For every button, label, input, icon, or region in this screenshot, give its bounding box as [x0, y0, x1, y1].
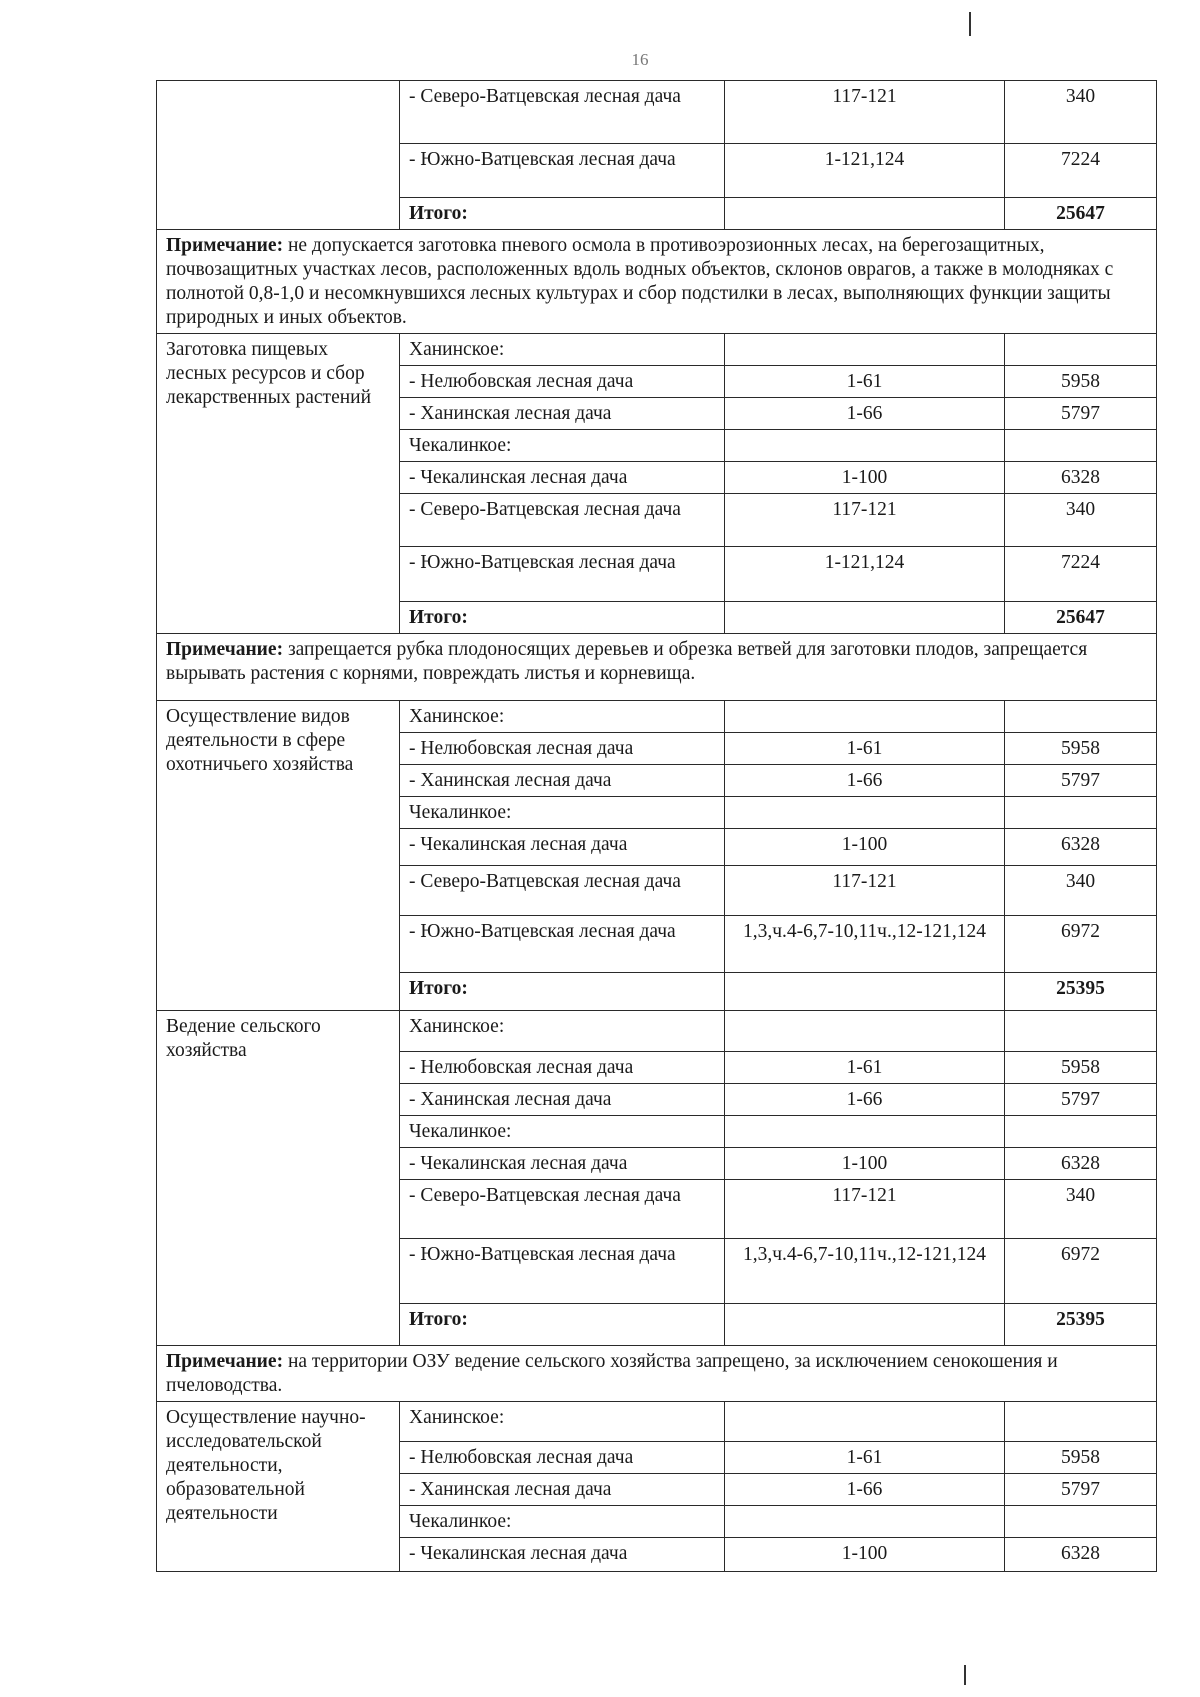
note-text: не допускается заготовка пневого осмола в противоэрозионных лесах, на берегозащитных, почвозащитных участках лесов, расположенных вдоль водных объектов, склонов оврагов, а также в молодняках с полнотой 0,8-1,0 и несомкнувшихся лесных культурах и сбор подстилки в лесах, выполняющих функции защиты природных и иных объектов.	[166, 235, 1114, 328]
forest-dacha-cell: Чекалинкое:	[400, 430, 725, 462]
forest-dacha-cell: Итого:	[400, 198, 725, 230]
quarters-cell: 1-100	[725, 829, 1005, 866]
quarters-cell: 1-66	[725, 1474, 1005, 1506]
note-label: Примечание:	[166, 639, 284, 660]
forest-dacha-cell: - Южно-Ватцевская лесная дача	[400, 1239, 725, 1304]
quarters-cell	[725, 797, 1005, 829]
area-cell	[1005, 701, 1157, 733]
note-label: Примечание:	[166, 235, 284, 256]
quarters-cell	[725, 1304, 1005, 1346]
area-cell	[1005, 1402, 1157, 1442]
quarters-cell: 1-66	[725, 1084, 1005, 1116]
note-cell	[157, 1346, 1157, 1402]
quarters-cell	[725, 1011, 1005, 1052]
activity-cell: Осуществление видов деятельности в сфере охотничьего хозяйства	[157, 701, 400, 1011]
note-cell	[157, 634, 1157, 701]
area-cell: 6328	[1005, 829, 1157, 866]
forest-dacha-cell: - Ханинская лесная дача	[400, 398, 725, 430]
table-row	[157, 1011, 1157, 1052]
area-cell: 340	[1005, 866, 1157, 916]
forest-dacha-cell: - Южно-Ватцевская лесная дача	[400, 916, 725, 973]
area-cell: 5797	[1005, 765, 1157, 797]
note-cell	[157, 230, 1157, 334]
area-cell	[1005, 334, 1157, 366]
quarters-cell	[725, 430, 1005, 462]
forest-dacha-cell: Ханинское:	[400, 701, 725, 733]
table-row	[157, 1402, 1157, 1442]
page-number: 16	[631, 50, 649, 69]
forest-dacha-cell: - Чекалинская лесная дача	[400, 462, 725, 494]
quarters-cell: 1-66	[725, 398, 1005, 430]
forest-dacha-cell: - Северо-Ватцевская лесная дача	[400, 1180, 725, 1239]
quarters-cell: 1-121,124	[725, 144, 1005, 198]
quarters-cell: 117-121	[725, 81, 1005, 144]
area-cell: 340	[1005, 81, 1157, 144]
area-cell: 5958	[1005, 1442, 1157, 1474]
forest-dacha-cell: Чекалинкое:	[400, 1116, 725, 1148]
forest-dacha-cell: Чекалинкое:	[400, 1506, 725, 1538]
forest-dacha-cell: - Южно-Ватцевская лесная дача	[400, 144, 725, 198]
table-row	[157, 81, 1157, 144]
forest-dacha-cell: Чекалинкое:	[400, 797, 725, 829]
note-row	[157, 634, 1157, 701]
area-cell: 7224	[1005, 144, 1157, 198]
forest-dacha-cell: - Южно-Ватцевская лесная дача	[400, 547, 725, 602]
note-label: Примечание:	[166, 1351, 284, 1372]
quarters-cell	[725, 198, 1005, 230]
forest-dacha-cell: - Чекалинская лесная дача	[400, 1148, 725, 1180]
note-row	[157, 230, 1157, 334]
scan-mark-top	[969, 12, 971, 36]
quarters-cell: 1-61	[725, 733, 1005, 765]
area-cell: 340	[1005, 1180, 1157, 1239]
forest-dacha-cell: - Ханинская лесная дача	[400, 1474, 725, 1506]
quarters-cell: 1-100	[725, 1148, 1005, 1180]
quarters-cell: 117-121	[725, 866, 1005, 916]
activity-cell: Заготовка пищевых лесных ресурсов и сбор лекарственных растений	[157, 334, 400, 634]
forest-dacha-cell: - Нелюбовская лесная дача	[400, 366, 725, 398]
area-cell: 340	[1005, 494, 1157, 547]
quarters-cell: 1-61	[725, 1052, 1005, 1084]
quarters-cell: 1-61	[725, 366, 1005, 398]
area-cell: 25395	[1005, 973, 1157, 1011]
quarters-cell	[725, 1402, 1005, 1442]
quarters-cell	[725, 1116, 1005, 1148]
area-cell	[1005, 1116, 1157, 1148]
area-cell: 7224	[1005, 547, 1157, 602]
forest-dacha-cell: - Северо-Ватцевская лесная дача	[400, 494, 725, 547]
forest-dacha-cell: - Чекалинская лесная дача	[400, 829, 725, 866]
area-cell	[1005, 1011, 1157, 1052]
area-cell: 25647	[1005, 602, 1157, 634]
forest-dacha-cell: Ханинское:	[400, 334, 725, 366]
quarters-cell	[725, 334, 1005, 366]
quarters-cell	[725, 701, 1005, 733]
area-cell: 6972	[1005, 1239, 1157, 1304]
note-row	[157, 1346, 1157, 1402]
area-cell	[1005, 797, 1157, 829]
quarters-cell: 1-66	[725, 765, 1005, 797]
quarters-cell: 1-121,124	[725, 547, 1005, 602]
quarters-cell: 1,3,ч.4-6,7-10,11ч.,12-121,124	[725, 916, 1005, 973]
quarters-cell: 1-61	[725, 1442, 1005, 1474]
forest-dacha-cell: - Нелюбовская лесная дача	[400, 1442, 725, 1474]
forest-dacha-cell: Итого:	[400, 973, 725, 1011]
table-row	[157, 701, 1157, 733]
area-cell: 5797	[1005, 398, 1157, 430]
forest-dacha-cell: - Северо-Ватцевская лесная дача	[400, 81, 725, 144]
forest-dacha-cell: - Ханинская лесная дача	[400, 1084, 725, 1116]
quarters-cell: 117-121	[725, 1180, 1005, 1239]
area-cell: 5958	[1005, 733, 1157, 765]
note-text: на территории ОЗУ ведение сельского хозяйства запрещено, за исключением сенокошения и пчеловодства.	[166, 1351, 1058, 1396]
table-row	[157, 334, 1157, 366]
activity-cell: Ведение сельского хозяйства	[157, 1011, 400, 1346]
quarters-cell: 117-121	[725, 494, 1005, 547]
area-cell	[1005, 430, 1157, 462]
forest-dacha-cell: - Нелюбовская лесная дача	[400, 1052, 725, 1084]
quarters-cell	[725, 1506, 1005, 1538]
forest-dacha-cell: Итого:	[400, 1304, 725, 1346]
area-cell	[1005, 1506, 1157, 1538]
area-cell: 5958	[1005, 366, 1157, 398]
quarters-cell	[725, 973, 1005, 1011]
forest-dacha-cell: - Ханинская лесная дача	[400, 765, 725, 797]
forest-dacha-cell: Итого:	[400, 602, 725, 634]
forest-dacha-cell: - Северо-Ватцевская лесная дача	[400, 866, 725, 916]
quarters-cell: 1,3,ч.4-6,7-10,11ч.,12-121,124	[725, 1239, 1005, 1304]
forest-dacha-cell: Ханинское:	[400, 1011, 725, 1052]
forest-use-table	[156, 80, 1157, 1572]
activity-cell	[157, 81, 400, 230]
note-text: запрещается рубка плодоносящих деревьев и обрезка ветвей для заготовки плодов, запрещается вырывать растения с корнями, повреждать листья и корневища.	[166, 639, 1088, 684]
area-cell: 25647	[1005, 198, 1157, 230]
area-cell: 6328	[1005, 1538, 1157, 1572]
area-cell: 6328	[1005, 462, 1157, 494]
area-cell: 6972	[1005, 916, 1157, 973]
quarters-cell: 1-100	[725, 1538, 1005, 1572]
quarters-cell	[725, 602, 1005, 634]
area-cell: 5797	[1005, 1084, 1157, 1116]
area-cell: 25395	[1005, 1304, 1157, 1346]
area-cell: 6328	[1005, 1148, 1157, 1180]
forest-dacha-cell: - Нелюбовская лесная дача	[400, 733, 725, 765]
forest-dacha-cell: Ханинское:	[400, 1402, 725, 1442]
scan-mark-bottom	[964, 1665, 966, 1685]
area-cell: 5797	[1005, 1474, 1157, 1506]
area-cell: 5958	[1005, 1052, 1157, 1084]
quarters-cell: 1-100	[725, 462, 1005, 494]
forest-dacha-cell: - Чекалинская лесная дача	[400, 1538, 725, 1572]
activity-cell: Осуществление научно-исследовательской деятельности, образовательной деятельности	[157, 1402, 400, 1572]
